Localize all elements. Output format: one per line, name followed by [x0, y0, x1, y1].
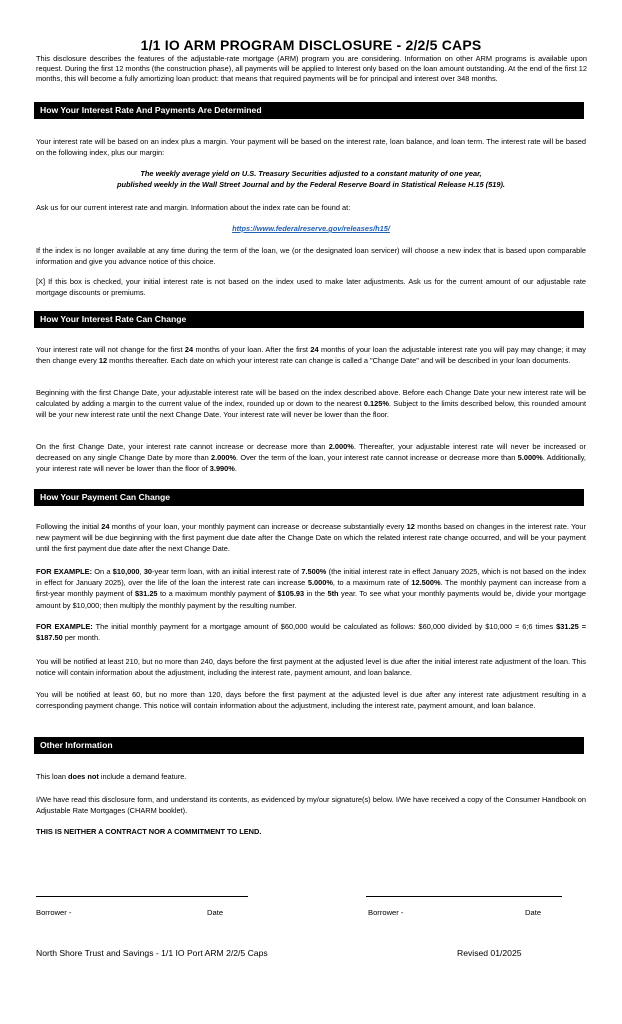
determined-paragraph-1: Your interest rate will be based on an index plus a margin. Your payment will be based on the interest rate, loan balance, and loan term. The interest rate will be based on the following index, plus our margin: [36, 137, 586, 158]
document-title: 1/1 IO ARM PROGRAM DISCLOSURE - 2/2/5 CAPS [140, 37, 482, 53]
acknowledgement-paragraph: I/We have read this disclosure form, and understand its contents, as evidenced by my/our signature(s) below. I/We have received a copy of the Consumer Handbook on Adjustable Rate Mortgages (CHARM booklet). [36, 795, 586, 816]
federal-reserve-link-row [36, 223, 586, 234]
payment-change-paragraph-1: Following the initial 24 months of your loan, your monthly payment can increase or decrease substantially every 12 months based on changes in the interest rate. Your new payment will be due beginning with the first payment due date after the Change Date on which the related interest rate change occurred, and will be your payment until the first payment due date after the next Change Date. [36, 522, 586, 554]
notice-paragraph-1: You will be notified at least 210, but no more than 240, days before the first payment at the adjusted level is due after the initial interest rate adjustment of the loan. This notice will contain information about the adjustment, including the interest rate, payment amount, and loan balance. [36, 657, 586, 678]
periodic-cap-value: 2.000% [210, 453, 237, 463]
date-label-1: Date [207, 908, 224, 917]
floor-value: 3.990% [209, 464, 235, 474]
section-heading-other-information: Other Information [34, 737, 584, 754]
not-a-contract-statement: THIS IS NEITHER A CONTRACT NOR A COMMITMENT TO LEND. [36, 827, 262, 836]
rate-change-paragraph-1: Your interest rate will not change for the first 24 months of your loan. After the first 24 months of your loan the adjustable interest rate you will pay may change; it may then change every 12 months thereafter. Each date on which your interest rate can change is called a "Change Date" and will be described in your loan documents. [36, 345, 586, 366]
example-label: FOR EXAMPLE: [36, 622, 93, 631]
section-heading-payment-change: How Your Payment Can Change [34, 489, 584, 506]
index-line-1: The weekly average yield on U.S. Treasury Securities adjusted to a constant maturity of one year, [140, 169, 482, 178]
determined-paragraph-2: Ask us for our current interest rate and margin. Information about the index rate can be found at: [36, 203, 351, 212]
borrower-signature-line-1[interactable] [36, 896, 248, 897]
determined-paragraph-4: [X] If this box is checked, your initial interest rate is not based on the index used to make later adjustments. Ask us for the current amount of our adjustable rate mortgage discounts or premiums. [36, 277, 586, 298]
payment-example-2: FOR EXAMPLE: The initial monthly payment for a mortgage amount of $60,000 would be calculated as follows: $60,000 divided by $10,000 = 6;6 times $31.25 = $187.50 per month. [36, 622, 587, 643]
demand-feature-statement: This loan does not include a demand feature. [36, 772, 187, 781]
borrower-signature-line-2[interactable] [366, 896, 562, 897]
months-fixed-value-repeat: 24 [310, 345, 319, 354]
section-heading-rates-determined: How Your Interest Rate And Payments Are Determined [34, 102, 584, 119]
footer-revision-date: Revised 01/2025 [457, 948, 522, 958]
months-every-value: 12 [98, 356, 108, 366]
borrower-label-1: Borrower - [36, 908, 72, 917]
section-heading-rate-change: How Your Interest Rate Can Change [34, 311, 584, 328]
months-every-value: 12 [406, 522, 415, 531]
federal-reserve-link[interactable]: https://www.federalreserve.gov/releases/h15/ [232, 224, 390, 233]
months-fixed-value: 24 [184, 345, 194, 354]
lifetime-cap-value: 5.000% [517, 453, 543, 463]
intro-paragraph: This disclosure describes the features of the adjustable-rate mortgage (ARM) program you are considering. Information on other ARM programs is available upon request. During the first 12 months (the construction phase), all payments will be applied to Interest only based on the loan amount outstanding. At the end of the first 12 months, this will become a fully amortizing loan product: that means that required payments will be for principal and interest over 348 months. [36, 54, 587, 83]
rounding-value: 0.125% [363, 399, 389, 409]
months-initial-value: 24 [101, 522, 110, 531]
index-line-2: published weekly in the Wall Street Journal and by the Federal Reserve Board in Statistical Release H.15 (519). [116, 180, 505, 190]
date-label-2: Date [525, 908, 542, 917]
example-label: FOR EXAMPLE: [36, 567, 93, 576]
rate-change-paragraph-2: Beginning with the first Change Date, your adjustable interest rate will be based on the index described above. Before each Change Date your new interest rate will be calculated by adding a margin to the current value of the index, rounded up or down to the nearest 0.125%. Subject to the limits described below, this rounded amount will be your new interest rate until the next Change Date. Your interest rate will never be lower than the floor. [36, 388, 586, 420]
rate-change-paragraph-3: On the first Change Date, your interest rate cannot increase or decrease more than 2.000%. Thereafter, your adjustable interest rate will never be increased or decreased on any single Change Date by more than 2.000%. Over the term of the loan, your interest rate cannot increase or decrease more than 5.000%. Additionally, your interest rate will never be lower than the floor of 3.990%. [36, 442, 587, 474]
first-cap-value: 2.000% [328, 442, 354, 451]
footer-document-name: North Shore Trust and Savings - 1/1 IO Port ARM 2/2/5 Caps [36, 948, 268, 958]
notice-paragraph-2: You will be notified at least 60, but no more than 120, days before the first payment at the adjusted level is due after any interest rate adjustment resulting in a corresponding payment change. This notice will contain information about the adjustment, including the interest rate, payment amount, and loan balance. [36, 690, 586, 711]
determined-paragraph-3: If the index is no longer available at any time during the term of the loan, we (or the designated loan servicer) will choose a new index that is based upon comparable information and give you advance notice of this choice. [36, 246, 586, 267]
payment-example-1: FOR EXAMPLE: On a $10,000, 30-year term loan, with an initial interest rate of 7.500% (the initial interest rate in effect January 2025, which is not based on the index in effect for January 2025), over the life of the loan the interest rate can increase 5.000%, to a maximum rate of 12.500%. The monthly payment can increase from a first-year monthly payment of $31.25 to a maximum monthly payment of $105.93 in the 5th year. To see what your monthly payments would be, divide your mortgage amount by $10,000; then multiply the monthly payment by the resulting number. [36, 567, 587, 610]
borrower-label-2: Borrower - [368, 908, 404, 917]
index-description [36, 168, 586, 190]
